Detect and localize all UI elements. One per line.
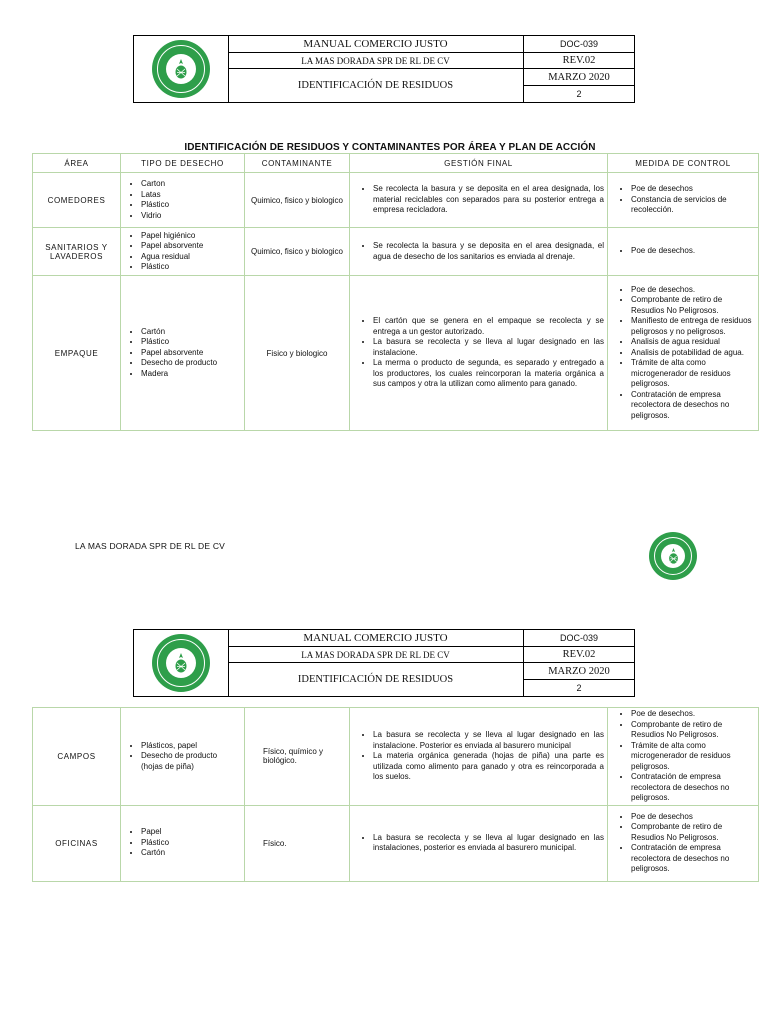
list-item: • La merma o producto de segunda, es separado y entregado a los productores, los cuales reincorporan la materia orgánica a sus campos y otra la utilizan como alimento para ganado. bbox=[373, 358, 604, 390]
waste-type-cell bbox=[121, 805, 245, 881]
control-measure-cell bbox=[608, 276, 759, 431]
residues-table-continued bbox=[32, 707, 759, 882]
final-management-cell bbox=[350, 708, 608, 806]
list-item: • Papel bbox=[141, 827, 241, 838]
document-date: MARZO 2020 bbox=[524, 663, 634, 680]
list-item: • Cartón bbox=[141, 848, 241, 859]
final-management-cell bbox=[350, 276, 608, 431]
residues-table bbox=[32, 153, 759, 431]
column-header: MEDIDA DE CONTROL bbox=[608, 154, 759, 173]
list-item: • Plásticos, papel bbox=[141, 741, 241, 752]
list-item: • Plástico bbox=[141, 262, 241, 273]
document-date: MARZO 2020 bbox=[524, 69, 634, 86]
final-management-cell bbox=[350, 228, 608, 276]
list-item: • Constancia de servicios de recolección. bbox=[631, 195, 755, 216]
list-item: • Se recolecta la basura y se deposita en el area designada, los material reciclables con separados para su posterior entrega a empresa recicladora. bbox=[373, 184, 604, 216]
contaminant-cell: Físico. bbox=[245, 805, 350, 881]
list-item: • Contratación de empresa recolectora de desechos no peligrosos. bbox=[631, 772, 755, 804]
list-item: • Contratación de empresa recolectora de desechos no peligrosos. bbox=[631, 390, 755, 422]
list-item: • Analisis de agua residual bbox=[631, 337, 755, 348]
control-measure-cell bbox=[608, 805, 759, 881]
company-logo bbox=[649, 532, 697, 580]
table-row bbox=[33, 173, 759, 228]
list-item: • Papel absorvente bbox=[141, 241, 241, 252]
list-item: • Manifiesto de entrega de residuos peligrosos y no peligrosos. bbox=[631, 316, 755, 337]
contaminant-cell: Fisico y biologico bbox=[245, 276, 350, 431]
area-cell: CAMPOS bbox=[33, 708, 121, 806]
document-code: DOC-039 bbox=[524, 630, 634, 647]
waste-type-cell bbox=[121, 173, 245, 228]
waste-type-cell bbox=[121, 276, 245, 431]
page-number: 2 bbox=[576, 89, 582, 99]
list-item: • La materia orgánica generada (hojas de piña) una parte es utilizada como alimento para ganado y otra es reincorporada a los suelos. bbox=[373, 751, 604, 783]
final-management-cell bbox=[350, 173, 608, 228]
contaminant-cell: Físico, químico y biológico. bbox=[245, 708, 350, 806]
revision: REV.02 bbox=[524, 647, 634, 663]
area-cell: OFICINAS bbox=[33, 805, 121, 881]
list-item: • Vidrio bbox=[141, 211, 241, 222]
list-item: • Plástico bbox=[141, 838, 241, 849]
list-item: • Papel higiénico bbox=[141, 231, 241, 242]
control-measure-cell bbox=[608, 228, 759, 276]
logo-ring bbox=[157, 45, 205, 93]
list-item: • Poe de desechos. bbox=[631, 709, 755, 720]
list-item: • Papel absorvente bbox=[141, 348, 241, 359]
table-row bbox=[33, 228, 759, 276]
document-subject: IDENTIFICACIÓN DE RESIDUOS bbox=[228, 663, 524, 696]
company-name: LA MAS DORADA SPR DE RL DE CV bbox=[228, 53, 524, 69]
document-subject: IDENTIFICACIÓN DE RESIDUOS bbox=[228, 69, 524, 102]
list-item: • Trámite de alta como microgenerador de residuos peligrosos. bbox=[631, 741, 755, 773]
main-title: IDENTIFICACIÓN DE RESIDUOS Y CONTAMINANTES POR ÁREA Y PLAN DE ACCIÓN bbox=[184, 142, 596, 153]
company-logo bbox=[152, 634, 210, 692]
list-item: • Desecho de producto bbox=[141, 358, 241, 369]
company-logo bbox=[152, 40, 210, 98]
contaminant-cell: Quimico, fisico y biologico bbox=[245, 173, 350, 228]
area-cell: EMPAQUE bbox=[33, 276, 121, 431]
document-header bbox=[133, 629, 635, 697]
column-header: ÁREA bbox=[33, 154, 121, 173]
control-measure-cell bbox=[608, 173, 759, 228]
logo-cell bbox=[134, 36, 229, 102]
list-item: • Comprobante de retiro de Resudios No Peligrosos. bbox=[631, 295, 755, 316]
list-item: • El cartón que se genera en el empaque se recolecta y se entrega a un gestor autorizado. bbox=[373, 316, 604, 337]
contaminant-cell: Quimico, fisico y biologico bbox=[245, 228, 350, 276]
column-header: GESTIÓN FINAL bbox=[350, 154, 608, 173]
table-row bbox=[33, 805, 759, 881]
list-item: • Analisis de potabilidad de agua. bbox=[631, 348, 755, 359]
list-item: • Poe de desechos bbox=[631, 812, 755, 823]
list-item: • Poe de desechos bbox=[631, 184, 755, 195]
list-item: • La basura se recolecta y se lleva al lugar designado en las instalaciones, posterior es enviada al basurero municipal. bbox=[373, 833, 604, 854]
logo-cell bbox=[134, 630, 229, 696]
list-item: • Agua residual bbox=[141, 252, 241, 263]
list-item: • Comprobante de retiro de Resudios No Peligrosos. bbox=[631, 822, 755, 843]
list-item: • Plástico bbox=[141, 200, 241, 211]
list-item: • Contratación de empresa recolectora de desechos no peligrosos. bbox=[631, 843, 755, 875]
area-cell: COMEDORES bbox=[33, 173, 121, 228]
list-item: • Madera bbox=[141, 369, 241, 380]
control-measure-cell bbox=[608, 708, 759, 806]
manual-title: MANUAL COMERCIO JUSTO bbox=[228, 630, 524, 647]
list-item: • Se recolecta la basura y se deposita en el area designada, el agua de desecho de los sanitarios es enviada al drenaje. bbox=[373, 241, 604, 262]
list-item: • Carton bbox=[141, 179, 241, 190]
page-number: 2 bbox=[576, 683, 582, 693]
list-item: • Comprobante de retiro de Resudios No Peligrosos. bbox=[631, 720, 755, 741]
table-row bbox=[33, 276, 759, 431]
document-code: DOC-039 bbox=[524, 36, 634, 53]
manual-title: MANUAL COMERCIO JUSTO bbox=[228, 36, 524, 53]
list-item: • Cartón bbox=[141, 327, 241, 338]
logo-ring bbox=[654, 537, 692, 575]
revision: REV.02 bbox=[524, 53, 634, 69]
list-item: • Latas bbox=[141, 190, 241, 201]
list-item: • Plástico bbox=[141, 337, 241, 348]
list-item: • La basura se recolecta y se lleva al lugar designado en las instalacione. bbox=[373, 337, 604, 358]
table-row bbox=[33, 708, 759, 806]
company-name: LA MAS DORADA SPR DE RL DE CV bbox=[228, 647, 524, 663]
list-item: • Desecho de producto (hojas de piña) bbox=[141, 751, 241, 772]
column-header: CONTAMINANTE bbox=[245, 154, 350, 173]
waste-type-cell bbox=[121, 708, 245, 806]
logo-ring bbox=[157, 639, 205, 687]
list-item: • La basura se recolecta y se lleva al lugar designado en las instalacione. Posterior es enviada al basurero municipal bbox=[373, 730, 604, 751]
area-cell: SANITARIOS Y LAVADEROS bbox=[33, 228, 121, 276]
document-header bbox=[133, 35, 635, 103]
table-header-row bbox=[33, 154, 759, 173]
list-item: • Poe de desechos. bbox=[631, 285, 755, 296]
footer-company-name: LA MAS DORADA SPR DE RL DE CV bbox=[75, 541, 226, 551]
column-header: TIPO DE DESECHO bbox=[121, 154, 245, 173]
final-management-cell bbox=[350, 805, 608, 881]
waste-type-cell bbox=[121, 228, 245, 276]
list-item: • Trámite de alta como microgenerador de residuos peligrosos. bbox=[631, 358, 755, 390]
footer-logo bbox=[649, 532, 697, 580]
list-item: • Poe de desechos. bbox=[631, 246, 755, 257]
